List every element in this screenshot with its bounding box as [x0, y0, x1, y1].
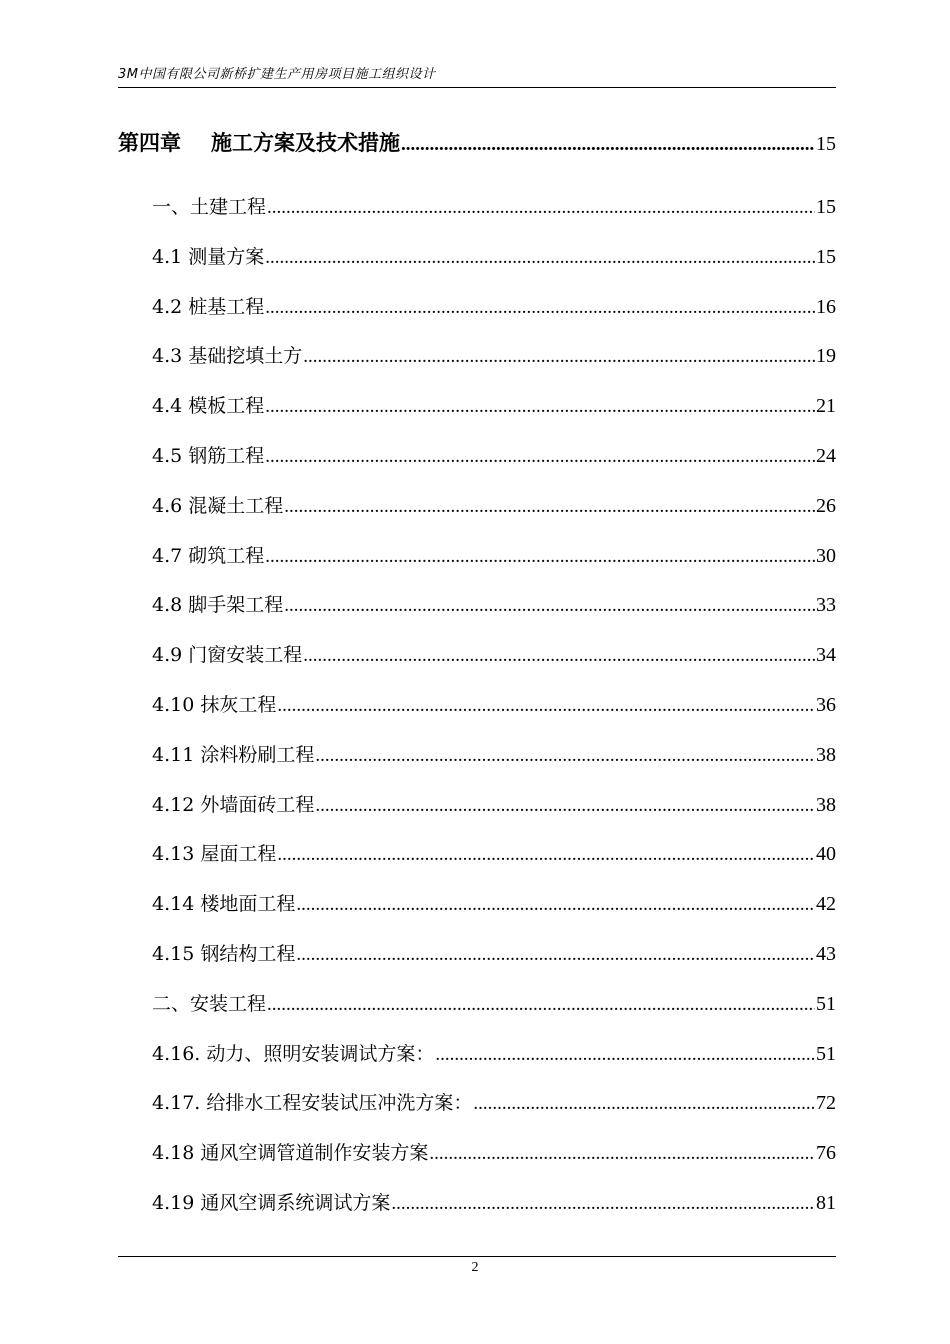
dot-leader: [303, 643, 815, 669]
toc-entry[interactable]: [118, 244, 836, 271]
toc-entry[interactable]: [118, 642, 836, 669]
chapter-number: 第四章: [118, 131, 181, 155]
toc-entry[interactable]: [118, 543, 836, 570]
header-rule: [118, 87, 836, 88]
toc-page-number: 42: [816, 893, 836, 915]
footer-rule: [118, 1256, 836, 1257]
toc-entry[interactable]: [118, 1090, 836, 1117]
toc-entry-label: 4.13 屋面工程: [152, 843, 277, 865]
toc-entry[interactable]: [118, 343, 836, 370]
dot-leader: [473, 1091, 815, 1117]
toc-entry-label: 4.3 基础挖填土方: [152, 345, 303, 367]
toc-page-number: 16: [816, 296, 836, 318]
toc-page-number: 15: [816, 246, 836, 268]
running-header: 3M中国有限公司新桥扩建生产用房项目施工组织设计: [118, 67, 436, 82]
toc-entry-label: 4.14 楼地面工程: [152, 893, 296, 915]
toc-entry[interactable]: [118, 991, 836, 1018]
toc-page-number: 36: [816, 694, 836, 716]
chapter-title: 施工方案及技术措施: [211, 131, 400, 155]
toc-entry-label: 4.5 钢筋工程: [152, 445, 265, 467]
toc-entry-label: 4.12 外墙面砖工程: [152, 794, 315, 816]
toc-entry-label: 4.17. 给排水工程安装试压冲洗方案：: [152, 1092, 473, 1114]
dot-leader: [265, 444, 815, 470]
toc-entry[interactable]: [118, 1140, 836, 1167]
toc-page-number: 33: [816, 594, 836, 616]
toc-page-number: 26: [816, 495, 836, 517]
toc-page-number: 21: [816, 395, 836, 417]
toc-page-number: 51: [816, 993, 836, 1015]
dot-leader: [429, 1141, 815, 1167]
dot-leader: [303, 344, 815, 370]
toc-entry[interactable]: [118, 692, 836, 719]
dot-leader: [265, 245, 815, 271]
toc-page-number: 34: [816, 644, 836, 666]
dot-leader: [265, 544, 815, 570]
toc-entry-label: 4.2 桩基工程: [152, 296, 265, 318]
toc-entry-label: 4.18 通风空调管道制作安装方案: [152, 1142, 429, 1164]
dot-leader: [284, 494, 815, 520]
toc-entry-label: 4.4 模板工程: [152, 395, 265, 417]
dot-leader: [315, 793, 815, 819]
dot-leader: [315, 743, 815, 769]
toc-page-number: 19: [816, 345, 836, 367]
toc-entry[interactable]: [118, 493, 836, 520]
toc-entry-label: 一、土建工程: [152, 196, 267, 218]
toc-entry[interactable]: [118, 1041, 836, 1068]
dot-leader: [284, 593, 815, 619]
toc-entry-label: 4.9 门窗安装工程: [152, 644, 303, 666]
dot-leader: [391, 1191, 815, 1217]
toc-entry[interactable]: [118, 1190, 836, 1217]
toc-page-number: 43: [816, 943, 836, 965]
toc-entry-label: 4.15 钢结构工程: [152, 943, 296, 965]
toc-page-number: 81: [816, 1192, 836, 1214]
toc-page-number: 40: [816, 843, 836, 865]
toc-entry-label: 4.1 测量方案: [152, 246, 265, 268]
toc-chapter-label: [118, 130, 400, 156]
toc-entry-label: 4.19 通风空调系统调试方案: [152, 1192, 391, 1214]
toc-entry[interactable]: [118, 941, 836, 968]
toc-entry[interactable]: [118, 443, 836, 470]
toc-page-number: 38: [816, 744, 836, 766]
dot-leader: [267, 195, 815, 221]
toc-entry-label: 4.6 混凝土工程: [152, 495, 284, 517]
toc-entry-label: 4.7 砌筑工程: [152, 545, 265, 567]
dot-leader: [267, 992, 815, 1018]
dot-leader: [265, 295, 815, 321]
dot-leader: [277, 693, 815, 719]
toc-entry-label: 4.10 抹灰工程: [152, 694, 277, 716]
toc-page-number: 15: [816, 196, 836, 218]
toc-entry[interactable]: [118, 194, 836, 221]
toc-entry-label: 4.11 涂料粉刷工程: [152, 744, 315, 766]
toc-chapter[interactable]: [118, 130, 836, 158]
toc-entry-label: 二、安装工程: [152, 993, 267, 1015]
toc-page-number: 30: [816, 545, 836, 567]
toc-entry-label: 4.16. 动力、照明安装调试方案：: [152, 1043, 435, 1065]
toc-entry[interactable]: [118, 841, 836, 868]
toc-page-number: 15: [816, 133, 836, 155]
dot-leader: [296, 892, 815, 918]
toc-entry[interactable]: [118, 742, 836, 769]
toc-page-number: 38: [816, 794, 836, 816]
toc-entry[interactable]: [118, 792, 836, 819]
toc-page-number: 51: [816, 1043, 836, 1065]
dot-leader: [277, 842, 815, 868]
toc-page-number: 76: [816, 1142, 836, 1164]
toc-entry[interactable]: [118, 891, 836, 918]
toc-entry[interactable]: [118, 393, 836, 420]
dot-leader: [296, 942, 815, 968]
page-number: 2: [471, 1260, 479, 1275]
toc-page-number: 72: [816, 1092, 836, 1114]
dot-leader: [401, 132, 815, 158]
toc-entry[interactable]: [118, 592, 836, 619]
toc-entry[interactable]: [118, 294, 836, 321]
toc-entry-label: 4.8 脚手架工程: [152, 594, 284, 616]
toc-page-number: 24: [816, 445, 836, 467]
dot-leader: [265, 394, 815, 420]
dot-leader: [435, 1042, 815, 1068]
